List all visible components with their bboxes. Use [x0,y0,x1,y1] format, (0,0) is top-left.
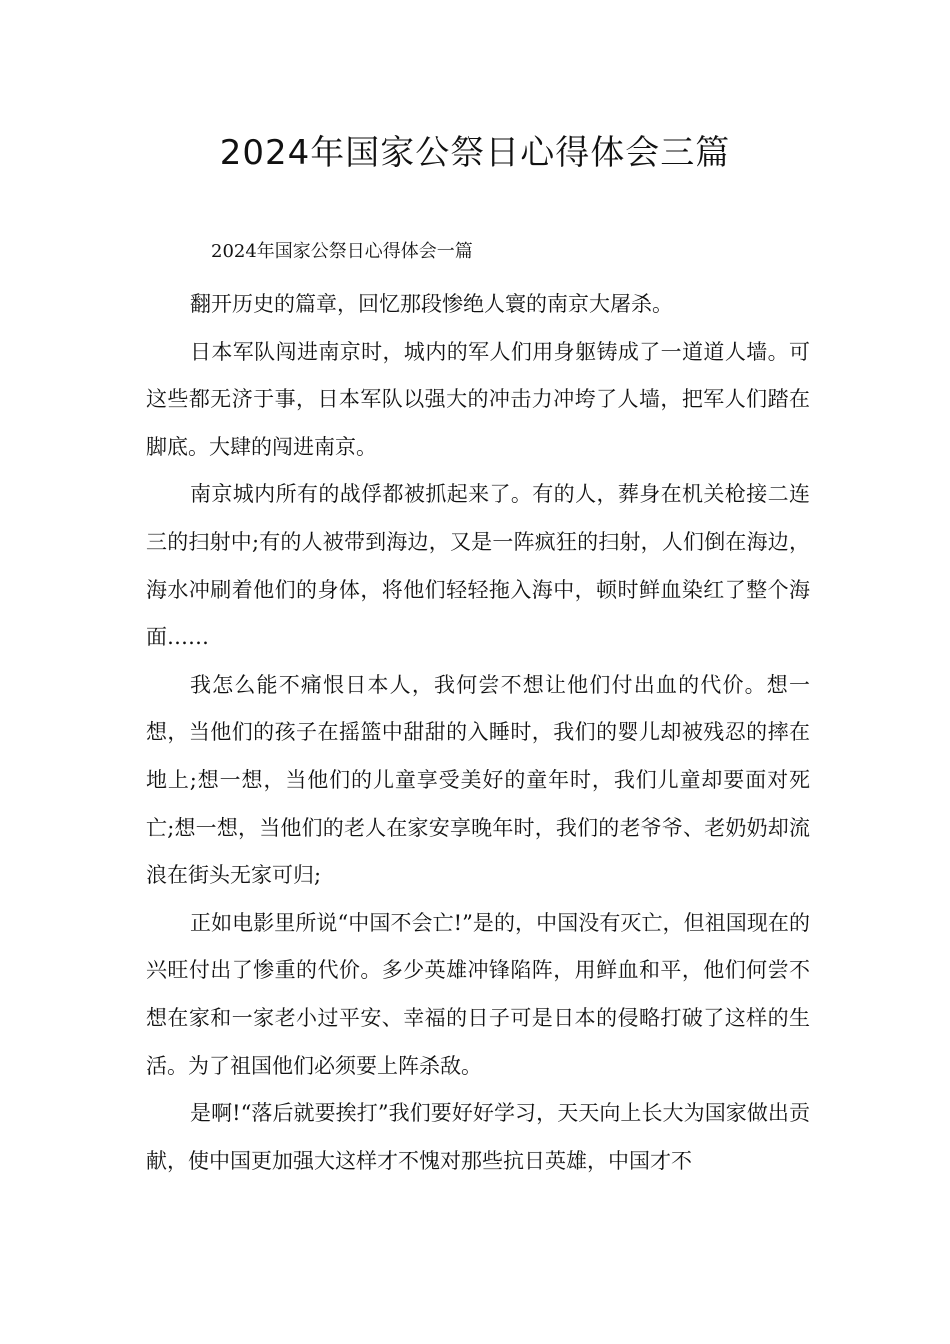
paragraph: 正如电影里所说“中国不会亡!”是的，中国没有灭亡，但祖国现在的兴旺付出了惨重的代价。多少英雄冲锋陷阵，用鲜血和平，他们何尝不想在家和一家老小过平安、幸福的日子可是日本的侵略打破了这样的生活。为了祖国他们必须要上阵杀敌。 [146,910,810,1078]
paragraph: 我怎么能不痛恨日本人，我何尝不想让他们付出血的代价。想一想，当他们的孩子在摇篮中甜甜的入睡时，我们的婴儿却被残忍的摔在地上;想一想，当他们的儿童享受美好的童年时，我们儿童却要面对死亡;想一想，当他们的老人在家安享晚年时，我们的老爷爷、老奶奶却流浪在街头无家可归; [146,672,810,888]
document-body [146,281,810,1185]
paragraph: 翻开历史的篇章，回忆那段惨绝人寰的南京大屠杀。 [190,292,673,316]
document-title: 2024年国家公祭日心得体会三篇 [219,133,731,173]
paragraph: 是啊!“落后就要挨打”我们要好好学习，天天向上长大为国家做出贡献，使中国更加强大这样才不愧对那些抗日英雄，中国才不 [146,1101,810,1173]
section-subtitle: 2024年国家公祭日心得体会一篇 [211,241,473,262]
paragraph: 南京城内所有的战俘都被抓起来了。有的人，葬身在机关枪接二连三的扫射中;有的人被带到海边，又是一阵疯狂的扫射，人们倒在海边，海水冲刷着他们的身体，将他们轻轻拖入海中，顿时鲜血染红了整个海面…… [146,482,810,650]
paragraph: 日本军队闯进南京时，城内的军人们用身躯铸成了一道道人墙。可这些都无济于事，日本军队以强大的冲击力冲垮了人墙，把军人们踏在脚底。大肆的闯进南京。 [146,339,810,459]
